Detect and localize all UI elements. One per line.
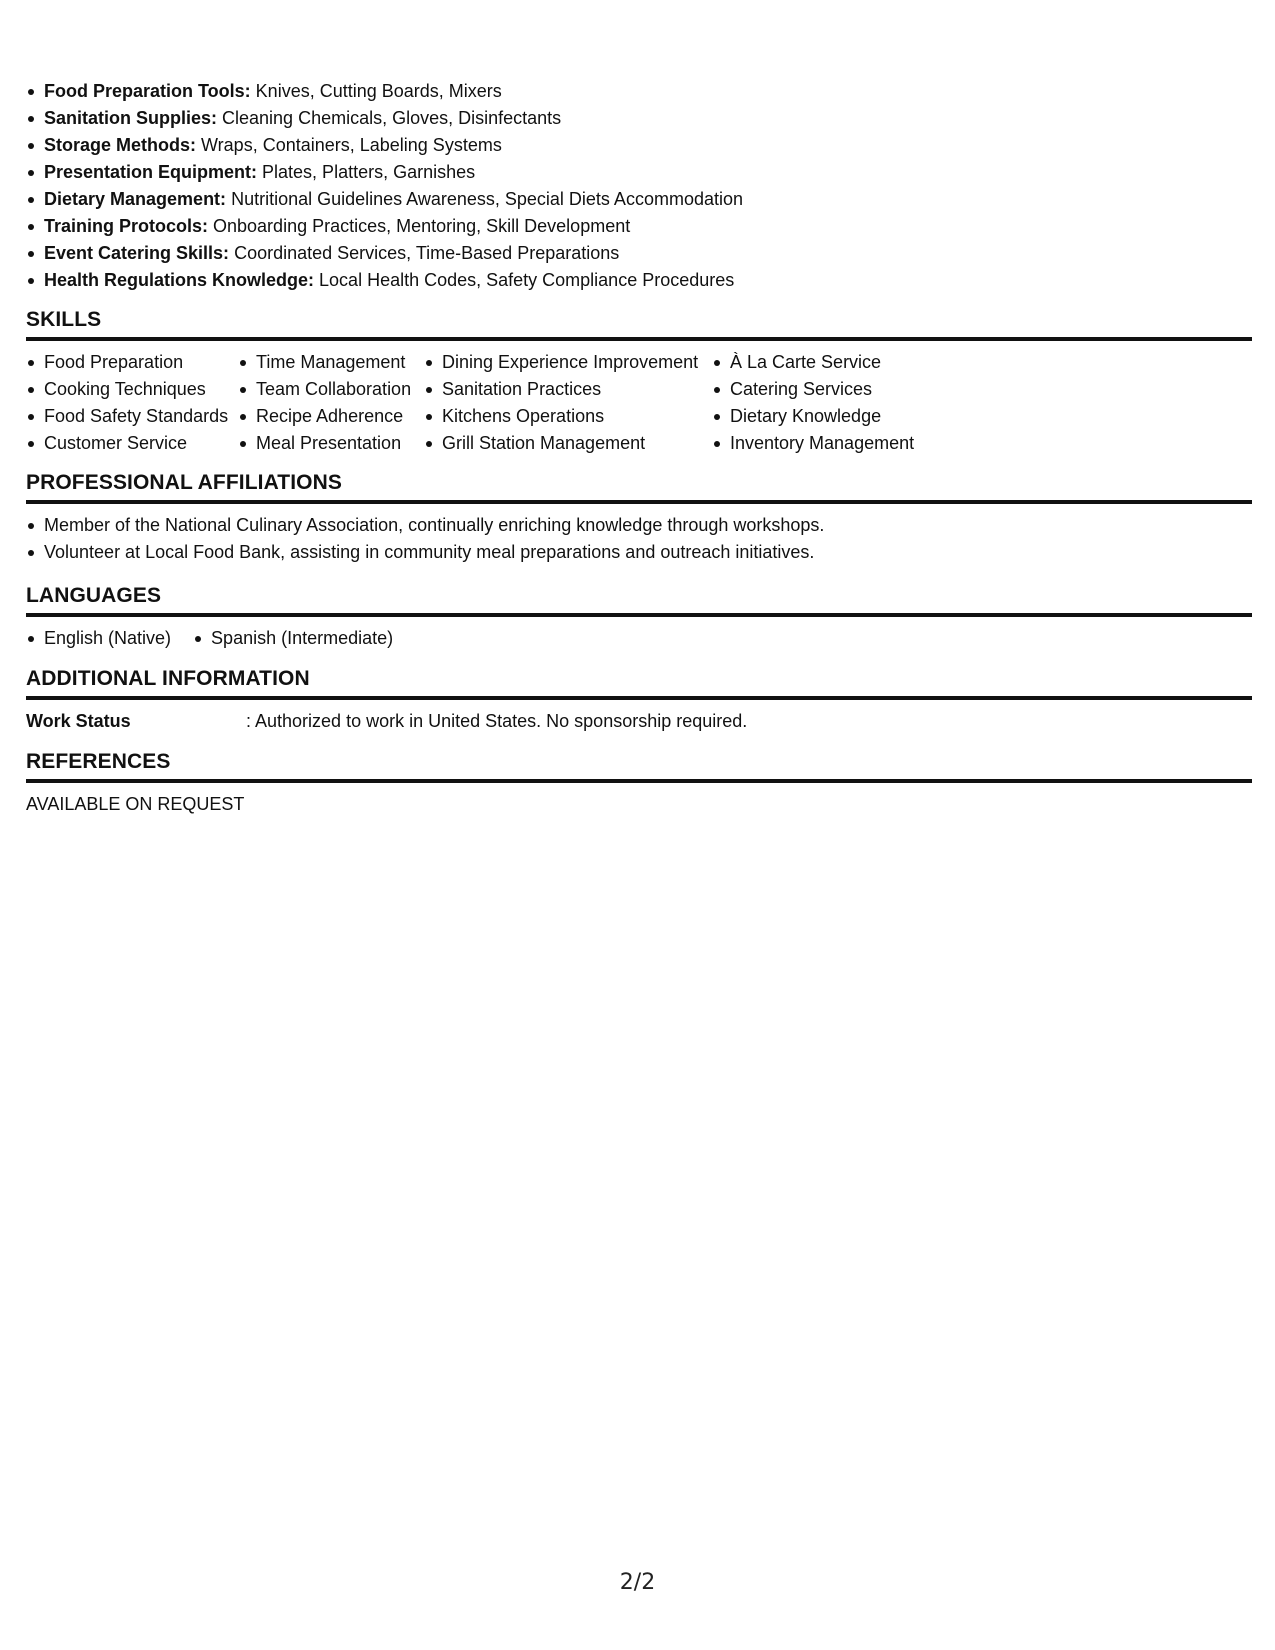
item-detail: Cleaning Chemicals, Gloves, Disinfectants (217, 108, 562, 128)
skill-item: À La Carte Service (712, 349, 972, 376)
item-detail: Knives, Cutting Boards, Mixers (250, 81, 502, 101)
affiliation-item: Volunteer at Local Food Bank, assisting in community meal preparations and outreach initiatives. (26, 539, 1252, 566)
item-term: Presentation Equipment: (44, 162, 258, 182)
work-status-value: : Authorized to work in United States. No sponsorship required. (246, 711, 748, 731)
skill-item: Meal Presentation (238, 430, 424, 457)
references-text: AVAILABLE ON REQUEST (26, 794, 245, 814)
language-item: Spanish (Intermediate) (193, 625, 393, 652)
skill-item: Food Safety Standards (26, 403, 238, 430)
section-divider (26, 500, 1252, 504)
skill-item: Dining Experience Improvement (424, 349, 712, 376)
references-section (26, 749, 1252, 818)
skill-item: Cooking Techniques (26, 376, 238, 403)
skill-item: Customer Service (26, 430, 238, 457)
section-title-additional-info: ADDITIONAL INFORMATION (26, 667, 310, 690)
list-item (26, 240, 1252, 267)
work-status-label: Work Status (26, 711, 131, 731)
list-item (26, 213, 1252, 240)
skill-item: Recipe Adherence (238, 403, 424, 430)
skill-item: Grill Station Management (424, 430, 712, 457)
section-divider (26, 779, 1252, 783)
section-title-affiliations: PROFESSIONAL AFFILIATIONS (26, 471, 342, 494)
list-item (26, 186, 1252, 213)
item-term: Dietary Management: (44, 189, 227, 209)
item-term: Food Preparation Tools: (44, 81, 251, 101)
affiliation-item: Member of the National Culinary Association, continually enriching knowledge through workshops. (26, 512, 1252, 539)
skills-section (26, 307, 1252, 457)
additional-info-section (26, 666, 1252, 735)
skill-item: Sanitation Practices (424, 376, 712, 403)
section-title-skills: SKILLS (26, 308, 102, 331)
skill-item: Kitchens Operations (424, 403, 712, 430)
work-status-row (26, 708, 1252, 735)
list-item (26, 132, 1252, 159)
item-detail: Local Health Codes, Safety Compliance Procedures (314, 270, 735, 290)
section-title-languages: LANGUAGES (26, 584, 162, 607)
tools-list (26, 78, 1252, 294)
item-term: Sanitation Supplies: (44, 108, 218, 128)
skill-item: Food Preparation (26, 349, 238, 376)
skill-item: Team Collaboration (238, 376, 424, 403)
skill-item: Dietary Knowledge (712, 403, 972, 430)
list-item (26, 78, 1252, 105)
item-term: Health Regulations Knowledge: (44, 270, 315, 290)
skills-column (424, 349, 712, 457)
language-item: English (Native) (26, 625, 171, 652)
list-item (26, 159, 1252, 186)
section-title-references: REFERENCES (26, 750, 171, 773)
item-term: Training Protocols: (44, 216, 209, 236)
affiliations-list (26, 512, 1252, 566)
item-term: Storage Methods: (44, 135, 197, 155)
skills-column (26, 349, 238, 457)
skills-column (238, 349, 424, 457)
item-detail: Nutritional Guidelines Awareness, Special Diets Accommodation (226, 189, 743, 209)
item-detail: Plates, Platters, Garnishes (257, 162, 476, 182)
section-divider (26, 696, 1252, 700)
list-item (26, 267, 1252, 294)
resume-page (26, 78, 1252, 818)
item-term: Event Catering Skills: (44, 243, 230, 263)
skill-item: Catering Services (712, 376, 972, 403)
languages-list (26, 625, 1252, 652)
skills-column (712, 349, 972, 457)
skills-grid (26, 349, 1252, 457)
item-detail: Wraps, Containers, Labeling Systems (196, 135, 502, 155)
section-divider (26, 337, 1252, 341)
skill-item: Inventory Management (712, 430, 972, 457)
item-detail: Onboarding Practices, Mentoring, Skill Development (208, 216, 631, 236)
page-number: 2/2 (619, 1570, 656, 1595)
list-item (26, 105, 1252, 132)
item-detail: Coordinated Services, Time-Based Preparations (229, 243, 620, 263)
languages-section (26, 583, 1252, 652)
section-divider (26, 613, 1252, 617)
skill-item: Time Management (238, 349, 424, 376)
affiliations-section (26, 470, 1252, 566)
